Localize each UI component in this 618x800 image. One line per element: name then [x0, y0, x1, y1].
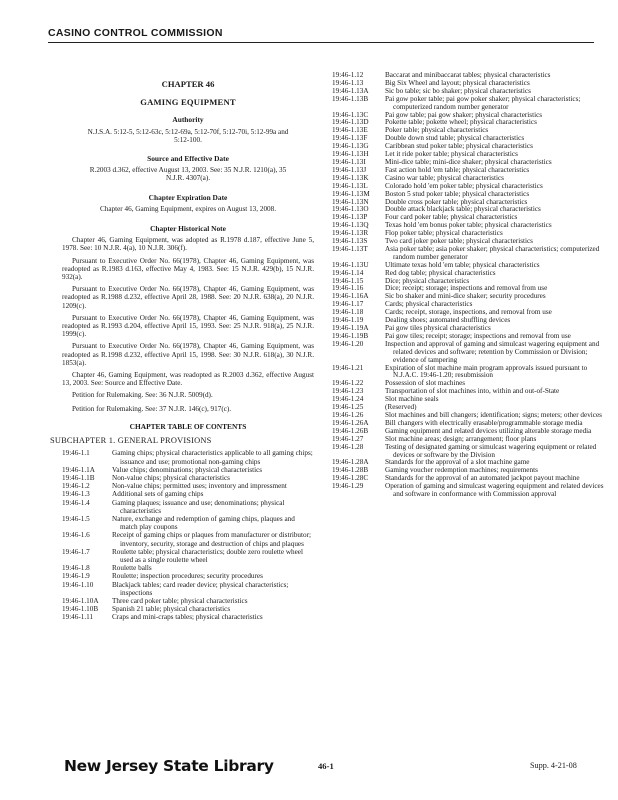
toc-entry — [62, 482, 314, 490]
toc-section-number: 19:46-1.13K — [332, 173, 369, 182]
toc-entry — [62, 499, 314, 515]
toc-section-number: 19:46-1.13U — [332, 260, 369, 269]
toc-section-title: Poker table; physical characteristics — [385, 126, 489, 135]
toc-section-number: 19:46-1.12 — [332, 71, 364, 79]
toc-section-title: Pai gow poker table; pai gow poker shaker; physical characteristics; computerized random number generator — [385, 94, 581, 111]
toc-section-title: Colorado hold 'em poker table; physical characteristics — [385, 181, 543, 190]
toc-section-title: Pai gow tiles; receipt; storage; inspections and removal from use — [385, 331, 571, 340]
toc-section-number: 19:46-1.13R — [332, 229, 369, 238]
toc-section-number: 19:46-1.2 — [62, 482, 90, 491]
toc-section-title: Gaming voucher redemption machines; requirements — [385, 466, 538, 475]
toc-section-title: Fast action hold 'em table; physical characteristics — [385, 165, 530, 174]
toc-section-number: 19:46-1.26 — [332, 410, 364, 419]
toc-section-title: Slot machine seals — [385, 395, 439, 404]
toc-section-number: 19:46-1.29 — [332, 482, 364, 491]
toc-section-number: 19:46-1.22 — [332, 379, 364, 388]
left-column — [50, 79, 314, 622]
toc-section-number: 19:46-1.26A — [332, 418, 369, 427]
toc-section-title: Double attack blackjack table; physical characteristics — [385, 205, 541, 214]
history-paragraph: Chapter 46, Gaming Equipment, was readopted as R.2003 d.362, effective August 13, 2003. See: Source and Effective Date. — [62, 371, 314, 388]
history-paragraph: Pursuant to Executive Order No. 66(1978), Chapter 46, Gaming Equipment, was readopted as R.1988 d.232, effective April 28, 1988. See: 20 N.J.R. 638(a), 20 N.J.R. 1209(c). — [62, 285, 314, 310]
toc-section-number: 19:46-1.25 — [332, 403, 364, 412]
toc-section-title: Dice; receipt; storage; inspections and removal from use — [385, 284, 548, 293]
toc-section-title: Testing of designated gaming or simulcast wagering equipment or related devices or software by the Division — [385, 442, 597, 459]
toc-entry — [332, 396, 606, 404]
toc-section-number: 19:46-1.13J — [332, 165, 367, 174]
library-watermark: New Jersey State Library — [64, 757, 274, 775]
toc-section-title: Let it ride poker table; physical characteristics — [385, 150, 518, 159]
toc-section-number: 19:46-1.20 — [332, 339, 364, 348]
toc-section-number: 19:46-1.1 — [62, 449, 90, 458]
toc-entry — [62, 531, 314, 547]
toc-section-number: 19:46-1.13S — [332, 237, 368, 246]
toc-section-number: 19:46-1.28C — [332, 474, 369, 483]
toc-section-number: 19:46-1.6 — [62, 531, 90, 540]
authority-heading: Authority — [172, 115, 204, 125]
toc-section-number: 19:46-1.4 — [62, 498, 90, 507]
history-notes — [62, 236, 314, 387]
toc-section-title: Boston 5 stud poker table; physical characteristics — [385, 189, 530, 198]
toc-section-title: Slot machines and bill changers; identification; signs; meters; other devices — [385, 410, 602, 419]
expiration-heading: Chapter Expiration Date — [148, 192, 228, 202]
toc-section-title: Cards; physical characteristics — [385, 300, 473, 309]
toc-entry — [62, 515, 314, 531]
toc-section-number: 19:46-1.16A — [332, 292, 369, 301]
toc-section-title: Gaming chips; physical characteristics applicable to all gaming chips; issuance and use; promotional non-gaming chips — [112, 449, 313, 466]
toc-section-title: Two card joker poker table; physical characteristics — [385, 237, 533, 246]
toc-section-title: Roulette table; physical characteristics; double zero roulette wheel used as a single roulette wheel — [112, 547, 303, 564]
toc-section-title: Double down stud table; physical characteristics — [385, 134, 525, 143]
authority-text: N.J.S.A. 5:12-5, 5:12-63c, 5:12-69a, 5:12-70f, 5:12-70i, 5:12-99a and 5:12-100. — [87, 127, 289, 144]
toc-entry — [332, 341, 606, 365]
toc-section-title: Casino war table; physical characteristics — [385, 173, 504, 182]
toc-section-title: Standards for the approval of a slot machine game — [385, 458, 530, 467]
toc-section-title: Roulette balls — [112, 564, 152, 573]
toc-section-title: Red dog table; physical characteristics — [385, 268, 496, 277]
toc-entry — [62, 605, 314, 613]
toc-section-number: 19:46-1.10A — [62, 596, 99, 605]
toc-section-title: Non-value chips; physical characteristics — [112, 473, 230, 482]
toc-section-number: 19:46-1.13C — [332, 110, 369, 119]
toc-section-title: Expiration of slot machine main program approvals issued pursuant to N.J.A.C. 19:46-1.20; resubmission — [385, 363, 588, 380]
toc-section-title: Caribbean stud poker table; physical characteristics — [385, 142, 533, 151]
toc-section-number: 19:46-1.28 — [332, 442, 364, 451]
subchapter-heading: SUBCHAPTER 1. GENERAL PROVISIONS — [50, 436, 212, 446]
toc-section-number: 19:46-1.26B — [332, 426, 369, 435]
toc-section-number: 19:46-1.13H — [332, 150, 369, 159]
toc-section-title: Additional sets of gaming chips — [112, 490, 204, 499]
toc-entry — [332, 365, 606, 381]
toc-section-number: 19:46-1.11 — [62, 613, 94, 622]
header-rule — [48, 42, 594, 43]
chapter-number: CHAPTER 46 — [161, 79, 215, 89]
toc-section-number: 19:46-1.13B — [332, 94, 369, 103]
toc-section-number: 19:46-1.8 — [62, 564, 90, 573]
petition-note: Petition for Rulemaking. See: 36 N.J.R. 5009(d). — [72, 391, 213, 400]
toc-section-title: Sic bo table; sic bo shaker; physical characteristics — [385, 86, 531, 95]
petition-notes — [62, 391, 314, 412]
toc-section-number: 19:46-1.13P — [332, 213, 368, 222]
toc-entry — [62, 597, 314, 605]
petition-note: Petition for Rulemaking. See: 37 N.J.R. 146(c), 917(c). — [72, 404, 232, 413]
toc-section-number: 19:46-1.13F — [332, 134, 368, 143]
toc-section-number: 19:46-1.19 — [332, 316, 364, 325]
toc-section-number: 19:46-1.17 — [332, 300, 364, 309]
toc-section-title: Dealing shoes; automated shuffling devices — [385, 316, 511, 325]
toc-section-number: 19:46-1.19A — [332, 324, 369, 332]
history-paragraph: Pursuant to Executive Order No. 66(1978), Chapter 46, Gaming Equipment, was readopted as R.1993 d.204, effective April 15, 1993. See: 25 N.J.R. 918(a), 25 N.J.R. 1999(c). — [62, 313, 314, 339]
toc-section-title: Big Six Wheel and layout; physical characteristics — [385, 78, 530, 87]
toc-section-number: 19:46-1.1B — [62, 473, 95, 482]
toc-section-title: Mini-dice table; mini-dice shaker; physical characteristics — [385, 157, 552, 166]
toc-section-title: Operation of gaming and simulcast wagering equipment and related devices and software in conformance with Commission approval — [385, 482, 604, 499]
toc-right-list — [332, 72, 606, 499]
toc-section-title: Possession of slot machines — [385, 379, 466, 388]
running-header: CASINO CONTROL COMMISSION — [48, 27, 223, 39]
toc-section-number: 19:46-1.19B — [332, 331, 369, 340]
toc-section-number: 19:46-1.13N — [332, 197, 369, 206]
toc-section-title: Value chips; denominations; physical characteristics — [112, 465, 263, 474]
toc-section-title: Transportation of slot machines into, within and out-of-State — [385, 387, 560, 396]
toc-section-title: Bill changers with electrically erasable/programmable storage media — [385, 418, 583, 427]
toc-section-number: 19:46-1.5 — [62, 514, 90, 523]
toc-section-number: 19:46-1.21 — [332, 363, 364, 372]
source-text: R.2003 d.362, effective August 13, 2003. See: 35 N.J.R. 1210(a), 35 N.J.R. 4307(a). — [89, 166, 287, 183]
toc-section-title: Non-value chips; permitted uses; inventory and impressment — [112, 482, 287, 491]
supplement-date: Supp. 4-21-08 — [530, 761, 577, 770]
toc-entry — [62, 548, 314, 564]
expiration-text: Chapter 46, Gaming Equipment, expires on August 13, 2008. — [99, 204, 277, 213]
toc-section-title: Four card poker table; physical characteristics — [385, 213, 518, 222]
toc-section-title: Cards; receipt, storage, inspections, and removal from use — [385, 308, 552, 317]
toc-section-number: 19:46-1.15 — [332, 276, 364, 285]
history-paragraph: Pursuant to Executive Order No. 66(1978), Chapter 46, Gaming Equipment, was readopted as R.1998 d.232, effective April 15, 1998. See: 30 N.J.R. 618(a), 30 N.J.R. 1853(a). — [62, 342, 314, 367]
toc-entry — [62, 449, 314, 465]
toc-entry — [62, 564, 314, 572]
toc-section-title: Ultimate texas hold 'em table; physical characteristics — [385, 260, 540, 269]
toc-section-number: 19:46-1.13E — [332, 126, 368, 135]
history-heading: Chapter Historical Note — [150, 224, 226, 234]
chapter-title: GAMING EQUIPMENT — [140, 97, 236, 108]
toc-section-number: 19:46-1.13I — [332, 157, 366, 166]
toc-section-title: Pai gow table; pai gow shaker; physical characteristics — [385, 110, 543, 119]
toc-section-title: Gaming equipment and related devices utilizing alterable storage media — [385, 426, 592, 435]
toc-section-number: 19:46-1.13Q — [332, 221, 369, 230]
toc-section-title: Gaming plaques; issuance and use; denominations; physical characteristics — [112, 498, 285, 515]
toc-section-title: Standards for the approval of an automated jackpot payout machine — [385, 474, 580, 483]
toc-section-title: Blackjack tables; card reader device; physical characteristics; inspections — [112, 580, 289, 597]
history-paragraph: Chapter 46, Gaming Equipment, was adopted as R.1978 d.187, effective June 5, 1978. See: 10 N.J.R. 4(a), 10 N.J.R. 306(f). — [62, 236, 314, 253]
toc-entry — [332, 270, 606, 278]
toc-section-title: (Reserved) — [385, 403, 417, 412]
toc-entry — [62, 613, 314, 621]
toc-section-number: 19:46-1.10 — [62, 580, 94, 589]
toc-section-number: 19:46-1.24 — [332, 395, 364, 404]
toc-section-title: Dice; physical characteristics — [385, 276, 470, 285]
right-column — [332, 72, 606, 499]
toc-entry — [62, 474, 314, 482]
toc-entry — [332, 444, 606, 460]
toc-section-number: 19:46-1.28B — [332, 466, 369, 475]
toc-section-number: 19:46-1.13L — [332, 181, 368, 190]
toc-section-title: Pokette table; pokette wheel; physical characteristics — [385, 118, 537, 127]
toc-entry — [62, 581, 314, 597]
toc-section-number: 19:46-1.14 — [332, 268, 364, 277]
toc-section-number: 19:46-1.27 — [332, 434, 364, 443]
toc-section-title: Nature, exchange and redemption of gaming chips, plaques and match play coupons — [112, 514, 295, 532]
toc-entry — [62, 490, 314, 498]
toc-section-title: Roulette; inspection procedures; security procedures — [112, 572, 263, 581]
toc-section-title: Pai gow tiles physical characteristics — [385, 324, 491, 332]
toc-section-number: 19:46-1.7 — [62, 547, 90, 556]
page-number: 46-1 — [318, 761, 334, 771]
toc-section-title: Spanish 21 table; physical characteristics — [112, 605, 231, 614]
toc-section-title: Craps and mini-craps tables; physical characteristics — [112, 613, 263, 622]
page-footer — [0, 757, 618, 787]
toc-section-number: 19:46-1.13G — [332, 142, 369, 151]
toc-section-number: 19:46-1.13O — [332, 205, 369, 214]
toc-section-number: 19:46-1.13 — [332, 78, 364, 87]
toc-section-number: 19:46-1.13T — [332, 244, 368, 253]
source-heading: Source and Effective Date — [147, 154, 229, 164]
toc-section-title: Asia poker table; asia poker shaker; physical characteristics; computerized random number generator — [385, 244, 600, 261]
toc-section-number: 19:46-1.28A — [332, 458, 369, 467]
toc-section-number: 19:46-1.23 — [332, 387, 364, 396]
toc-section-title: Sic bo shaker and mini-dice shaker; security procedures — [385, 292, 546, 301]
toc-section-title: Three card poker table; physical characteristics — [112, 596, 248, 605]
toc-section-title: Texas hold 'em bonus poker table; physical characteristics — [385, 221, 552, 230]
toc-section-title: Inspection and approval of gaming and simulcast wagering equipment and related devices and software; retention by Commission or Division; evidence of tampering — [385, 339, 600, 364]
toc-section-number: 19:46-1.13D — [332, 118, 369, 127]
history-paragraph: Pursuant to Executive Order No. 66(1978), Chapter 46, Gaming Equipment, was readopted as R.1983 d.163, effective May 4, 1983. See: 15 N.J.R. 429(b), 15 N.J.R. 932(a). — [62, 256, 314, 282]
toc-section-number: 19:46-1.3 — [62, 490, 90, 499]
toc-section-title: Receipt of gaming chips or plaques from manufacturer or distributor; inventory, security, storage and destruction of chips and plaques — [112, 531, 311, 548]
toc-section-number: 19:46-1.13M — [332, 189, 370, 198]
toc-section-number: 19:46-1.18 — [332, 308, 364, 317]
toc-left-list — [62, 449, 314, 621]
toc-entry — [62, 466, 314, 474]
toc-section-number: 19:46-1.1A — [62, 465, 95, 474]
toc-section-number: 19:46-1.13A — [332, 86, 369, 95]
toc-heading: CHAPTER TABLE OF CONTENTS — [129, 421, 247, 431]
toc-section-title: Double cross poker table; physical characteristics — [385, 197, 528, 206]
toc-section-number: 19:46-1.9 — [62, 572, 90, 581]
toc-entry — [332, 388, 606, 396]
toc-section-title: Baccarat and minibaccarat tables; physical characteristics — [385, 71, 551, 79]
toc-entry — [62, 572, 314, 580]
toc-entry — [332, 246, 606, 262]
toc-entry — [332, 483, 606, 499]
toc-section-title: Slot machine areas; design; arrangement; floor plans — [385, 434, 537, 443]
toc-section-number: 19:46-1.10B — [62, 605, 99, 614]
toc-entry — [332, 96, 606, 112]
toc-section-number: 19:46-1.16 — [332, 284, 364, 293]
toc-section-title: Flop poker table; physical characteristics — [385, 229, 503, 238]
